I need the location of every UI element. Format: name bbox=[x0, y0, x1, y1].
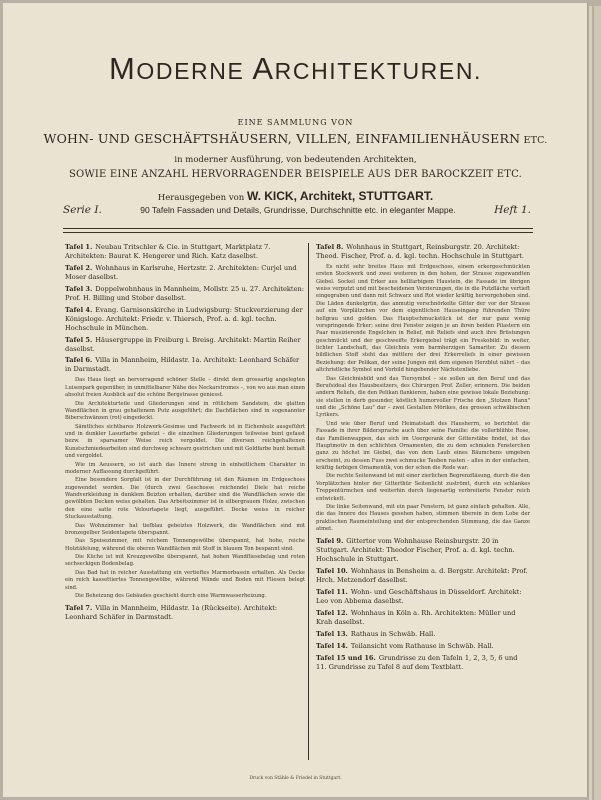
plate-entry: Tafel 6. Villa in Mannheim, Hildastr. 1a. Architekt: Leonhard Schäfer in Darmstadt. bbox=[65, 356, 300, 374]
plate-entry: Tafel 11. Wohn- und Geschäftshaus in Düsseldorf. Architekt: Leo von Abbema daselbst. bbox=[316, 588, 522, 606]
series-row bbox=[63, 204, 531, 216]
printer-imprint: Druck von Stähle & Friedel in Stuttgart. bbox=[249, 776, 342, 781]
catalog-page bbox=[3, 3, 588, 797]
plate-entry: Tafel 2. Wohnhaus in Karlsruhe, Hertzstr. 2. Architekten: Curjel und Moser daselbst. bbox=[65, 263, 297, 281]
subtitle-line-3: in moderner Ausführung, von bedeutenden Architekten, bbox=[174, 155, 417, 165]
description-paragraph: Eine besondere Sorgfalt ist in der Durchführung ist den Räumen im Erdgeschoss zugewendet worden. Die (durch zwei Geschosse reichende) Diele hat reiche Wandverkleidung in dunklem Beizton erhalten, darüber sind die Wandflächen sowie die gewölbten Decken weiss gehalten. Das Arbeitszimmer ist in silbergrauem Holze, zwischen den eine satte rote Velourtapete liegt, ausgeführt. Decke weiss in reicher Stuckausstattung. bbox=[65, 477, 305, 521]
description-paragraph: Wie im Aeussern, so ist auch das Innere streng in einheitlichem Charakter in moderner Auffassung durchgeführt. bbox=[65, 461, 305, 475]
issue-label: Heft 1. bbox=[494, 204, 531, 216]
series-description: 90 Tafeln Fassaden und Details, Grundrisse, Durchschnitte etc. in eleganter Mappe. bbox=[140, 205, 456, 215]
plate-entry: Tafel 1. Neubau Tritschler & Cie. in Stuttgart, Marktplatz 7. Architekten: Baurat K. Hengerer und Rich. Katz daselbst. bbox=[65, 243, 271, 260]
subtitle-line-4: SOWIE EINE ANZAHL HERVORRAGENDER BEISPIELE AUS DER BAROCKZEIT ETC. bbox=[68, 169, 523, 180]
column-divider bbox=[308, 243, 309, 760]
description-paragraph: Die Architekturteile und Gliederungen sind in rötlichem Sandstein, die glatten Wandflächen in grau gehaltenem Putz ausgeführt; die Dachflächen sind in sogenannter Biberschwänzen (rot) eingedeckt. bbox=[65, 400, 305, 422]
subtitle-line-1: EINE SAMMLUNG VON bbox=[237, 118, 354, 127]
description-paragraph: Das Wohnzimmer hat tiefblau gebeiztes Holzwerk, die Wandflächen sind mit bronzegelber Seidentapete überspannt. bbox=[65, 522, 305, 536]
plate-entry: Tafel 7. Villa in Mannheim, Hildastr. 1a (Rückseite). Architekt: Leonhard Schäfer in Darmstadt. bbox=[65, 604, 278, 622]
right-column bbox=[316, 243, 530, 675]
plate-entry: Tafel 8. Wohnhaus in Stuttgart, Reinsburgstr. 20. Architekt: Theod. Fischer, Prof. a. d. kgl. techn. Hochschule in Stuttgart. bbox=[316, 243, 524, 260]
plate-entry: Tafel 12. Wohnhaus in Köln a. Rh. Architekten: Müller und Krah daselbst. bbox=[316, 609, 516, 627]
subtitle-line-2: WOHN- UND GESCHÄFTSHÄUSERN, VILLEN, EINFAMILIENHÄUSERN ETC. bbox=[43, 131, 548, 146]
description-paragraph: Sämtliches sichtbares Holzwerk-Gesimse und Fachwerk ist in Eichenholz ausgeführt und in dunkler Lasurfarbe gebeizt – die einzelnen Gliederungen teilweise bunt gefasst bezw. in sparsamer Weise reich vergoldet. Die diversen reichgehaltenen Kunstschmiedearbeiten sind durchweg schwarz gestrichen und mit Goldfarbe bunt bemalt und vergoldet. bbox=[65, 423, 305, 460]
description-paragraph: Es nicht sehr breites Haus mit Erdgeschoss, einem erkergeschmückten ersten Stockwerk und zwei weiteren in den hohen, der Strasse zugewandten Giebel. Sockel und Erker aus hellfarbigem Haustein, die Fassade im übrigen weiss verputzt und mit bescheidenen Verzierungen, die in die Putzfläche vertieft eingegraben und dann mit Schwarz und Rot wieder kräftig hervorgehoben sind. Die Läden dunkelgrün, das anmutig verschnörkelte Gitter der vor der Strasse auf ein Vorplätzchen vor dem eigentlichen Hauseingang führenden Thüre hellgrau und golden. Das Hauptschmuckstück ist der nur ganz wenig vorspringende Erker; seine drei Fenster zeigen je an ihren beiden Pilastern ein Paar musizierende Engelchen in Relief, mit Reliefs sind auch ihre Brüstungen geschmückt und der geschweifte Erkergiebel trägt ein Freskobild: in weiter, lichter Landschaft, das Gleichnis vom barmherzigen Samariter. Zu diesem bildlichen Stoff steht das mittlere der drei Erkerreliefs in einer gewissen Beziehung: der Pelikan, der seine Jungen mit dem eigenen Herzblut nährt – das altchristliche Symbol und Vorbild hingebender Nächstenliebe. bbox=[316, 263, 530, 374]
double-rule-top bbox=[63, 228, 533, 229]
description-paragraph: Die linke Seitenwand, mit ein paar Fenstern, ist ganz einfach gehalten. Alle, die das Innere des Hauses gesehen haben, stimmen überein in dem Lobe der praktischen Raumeinteilung und der entsprechenden Stimmung, die das Ganze atmet. bbox=[316, 503, 530, 533]
plate-entry: Tafel 4. Evang. Garnisonskirche in Ludwigsburg: Stuckverzierung der Königsloge. Architekt: Friedr. v. Thiersch, Prof. a. d. kgl. techn. Hochschule in München. bbox=[65, 305, 303, 332]
plate-entry: Tafel 5. Häusergruppe in Freiburg i. Breisg. Architekt: Martin Reiher daselbst. bbox=[65, 335, 301, 353]
double-rule-bottom bbox=[63, 232, 533, 233]
plate-entry: Tafel 3. Doppelwohnhaus in Mannheim, Mollstr. 25 u. 27. Architekten: Prof. H. Billing und Stober daselbst. bbox=[65, 284, 304, 302]
house-description bbox=[316, 264, 530, 534]
description-paragraph: Das Speisezimmer, mit reichem Tonnengewölbe überspannt, hat hohe, reiche Holztäfelung, während die oberen Wandflächen mit Stoff in blauem Ton bespannt sind. bbox=[65, 538, 305, 552]
plate-entry: Tafel 10. Wohnhaus in Bensheim a. d. Bergstr. Architekt: Prof. Hrch. Metzendorf daselbst. bbox=[316, 567, 528, 585]
page-title: MODERNE ARCHITEKTUREN. bbox=[108, 51, 483, 86]
description-paragraph: Die Beheizung des Gebäudes geschieht durch eine Warmwasserheizung. bbox=[75, 592, 267, 599]
plate-entry: Tafel 13. Rathaus in Schwäb. Hall. bbox=[316, 629, 436, 638]
description-paragraph: Die Küche ist mit Kreuzgewölbe überspannt, hat hohen Wandfliesebelag und roten sechseckigen Bodenbelag. bbox=[65, 554, 305, 568]
page-edge bbox=[593, 6, 601, 800]
description-paragraph: Das Bad hat in reicher Ausstattung ein vertieftes Marmorbassin erhalten. Als Decke ein reich kassettiertes Tonnengewölbe, während Wände und Boden mit Fliesen belegt sind. bbox=[65, 569, 305, 591]
plate-entry: Tafel 9. Gittertor vom Wohnhause Reinsburgstr. 20 in Stuttgart. Architekt: Theodor Fischer, Prof. a. d. kgl. techn. Hochschule in Stuttgart. bbox=[316, 537, 515, 564]
description-paragraph: Und wie über Beruf und Heimatstadt des Hausherrn, so berichtet die Fassade in ihrer Bildersprache auch über seine Familie: die vollerblühte Rose, das Familienwappen, das sich im Ueergerank der Gitterstäbe findet, ist das Hauptmotiv in den schlichten Ornamenten, die zu dem schmalen Fensterchen ganz zu höchst im Giebel, das von dem Laub eines Bäumchens umgeben erscheint, zu dessen Fuss zwei schmucke Tauben rasten – alles in der einfachen, kräftig farbigen Ornamentik, von der schon die Rede war. bbox=[316, 420, 530, 472]
description-paragraph: Das Haus liegt an hervorragend schöner Stelle – direkt dem grossartig angelegten Luisenpark gegenüber, in unmittelbarer Nähe des Neckarstromes –, von wo aus man einen absolut freien Ausblick auf die schöne Bergstrasse geniesst. bbox=[65, 377, 305, 399]
villa-description bbox=[65, 377, 305, 600]
plate-entry: Tafel 14. Teilansicht vom Rathause in Schwäb. Hall. bbox=[316, 641, 494, 650]
series-label: Serie I. bbox=[63, 204, 102, 216]
plate-entry: Tafel 15 und 16. Grundrisse zu den Tafeln 1, 2, 3, 5, 6 und 11. Grundrisse zu Tafel 8 auf dem Textblatt. bbox=[316, 653, 518, 671]
page-edge bbox=[588, 6, 592, 800]
publisher-line: Herausgegeben von W. KICK, Architekt, STUTTGART. bbox=[157, 189, 434, 203]
description-paragraph: Das Gleichnisbild und das Tiersymbol – sie sollen an den Beruf und das Berufsideal des Hausbesitzers, des Chirurgen Prof. Zeller, erinnern. Die beiden andern Reliefs, die den Pelikan flankieren, haben eine gewisse lokale Beziehung: sie stellen in derb gesunder, köstlich humorvoller Frische den „Stotzen Hann" und die „Schöne Lau" dar – zwei Gestalten Mörikes, des grossen schwäbischen Lyrikers. bbox=[316, 375, 530, 419]
description-paragraph: Die rechte Seitenwand ist mit einer zierlichen Begrenzfläsung, durch die den Vorplätzchen hinter der Gitterthür Seitenlicht zuströmt, durch ein schlankes Treppentürmchen und weiterhin durch liegenartig verbreiterte Fenster reich entwickelt. bbox=[316, 473, 530, 502]
left-column bbox=[65, 243, 305, 625]
